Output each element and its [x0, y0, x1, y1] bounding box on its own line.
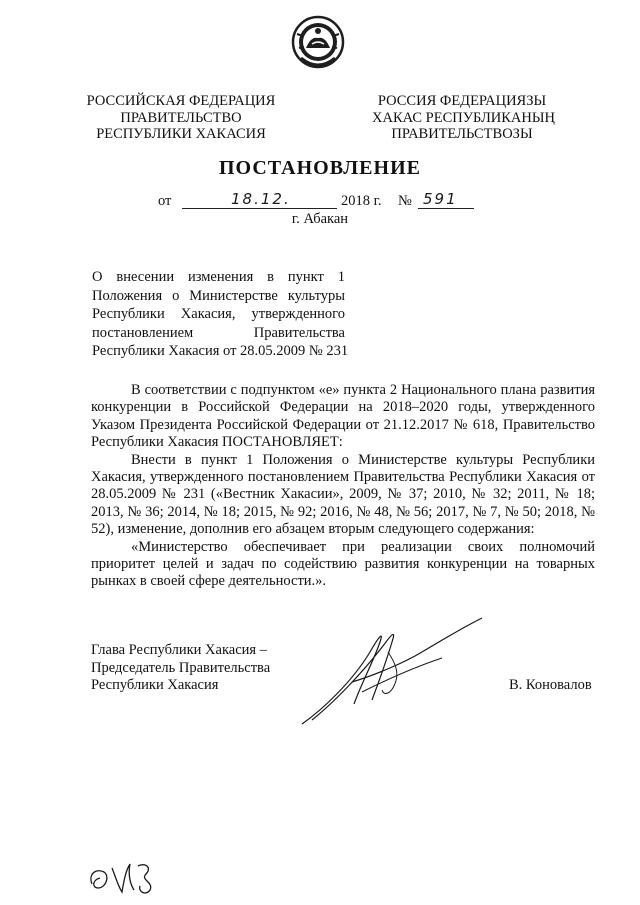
- date-handwritten: 18.12.: [231, 190, 291, 208]
- header-right-line: ПРАВИТЕЛЬСТВОЗЫ: [391, 126, 533, 142]
- year-text: 2018 г.: [341, 193, 382, 209]
- subject-word: о: [172, 287, 180, 304]
- header-right: [372, 93, 555, 143]
- subject-block: [92, 268, 349, 361]
- subject-word: Хакасия,: [180, 306, 236, 322]
- header-left-line: РОССИЙСКАЯ ФЕДЕРАЦИЯ: [86, 93, 276, 109]
- header-right-line: ХАКАС РЕСПУБЛИКАНЫҢ: [372, 109, 555, 126]
- signatory-title: [91, 642, 270, 695]
- signatory-line: Республики Хакасия: [91, 677, 219, 693]
- signatory-line: Глава Республики Хакасия –: [91, 642, 267, 658]
- body-paragraph: В соответствии с подпунктом «е» пункта 2 Национального плана развития конкуренции в Российской Федерации на 2018–2020 годы, утвержденного Указом Президента Российской Федерации от 21.12.2017 № 618, Правительство Республики Хакасия ПОСТАНОВЛЯЕТ:: [91, 382, 595, 451]
- subject-word: Правительства: [253, 324, 345, 341]
- subject-word: О: [92, 269, 103, 285]
- number-handwritten: 591: [423, 190, 458, 208]
- subject-line: [92, 305, 345, 324]
- subject-word: в: [267, 269, 274, 285]
- subject-word: внесении: [116, 269, 175, 285]
- header-left: [86, 93, 276, 143]
- subject-line: [92, 287, 345, 306]
- subject-word: пункт: [287, 269, 324, 285]
- document-title: ПОСТАНОВЛЕНИЕ: [219, 157, 421, 179]
- header-left-line: РЕСПУБЛИКИ ХАКАСИЯ: [96, 126, 266, 142]
- coat-of-arms-emblem-icon: [291, 14, 345, 72]
- subject-word: культуры: [287, 287, 345, 304]
- number-underline: [418, 208, 474, 209]
- city-name: г. Абакан: [291, 211, 349, 227]
- subject-line: [92, 324, 345, 343]
- signatory-name: В. Коновалов: [509, 677, 592, 693]
- handwritten-initials-icon: [84, 850, 164, 898]
- subject-line: [92, 268, 345, 287]
- subject-word: 1: [337, 269, 345, 285]
- signatory-line: Председатель Правительства: [91, 659, 271, 676]
- number-sign: №: [398, 193, 412, 209]
- body-paragraph: «Министерство обеспечивает при реализации своих полномочий приоритет целей и задач по содействию развития конкуренции на товарных рынках в своей сфере деятельности.».: [91, 538, 595, 590]
- date-prefix: от: [158, 193, 172, 209]
- header-right-line: РОССИЯ ФЕДЕРАЦИЯЗЫ: [377, 93, 547, 109]
- header-left-line: ПРАВИТЕЛЬСТВО: [120, 109, 242, 126]
- document-body: [91, 382, 595, 591]
- body-paragraph: Внести в пункт 1 Положения о Министерстве культуры Республики Хакасия, утвержденного постановлением Правительства Республики Хакасия от 28.05.2009 № 231 («Вестник Хакасии», 2009, № 37; 2010, № 32; 2011, № 18; 2013, № 36; 2014, № 18; 2015, № 92; 2016, № 48, № 56; 2017, № 7, № 50; 2018, № 52), изменение, дополнив его абзацем вторым следующего содержания:: [91, 451, 595, 538]
- subject-word: изменения: [187, 269, 254, 285]
- subject-word: Положения: [92, 287, 163, 304]
- subject-word: постановлением: [92, 324, 194, 341]
- subject-last-line: Республики Хакасия от 28.05.2009 № 231: [92, 343, 349, 359]
- subject-word: Министерстве: [189, 287, 278, 304]
- subject-word: Республики: [92, 306, 165, 322]
- date-underline: [182, 208, 337, 209]
- handwritten-signature-icon: [292, 612, 492, 732]
- subject-word: утвержденного: [251, 306, 345, 322]
